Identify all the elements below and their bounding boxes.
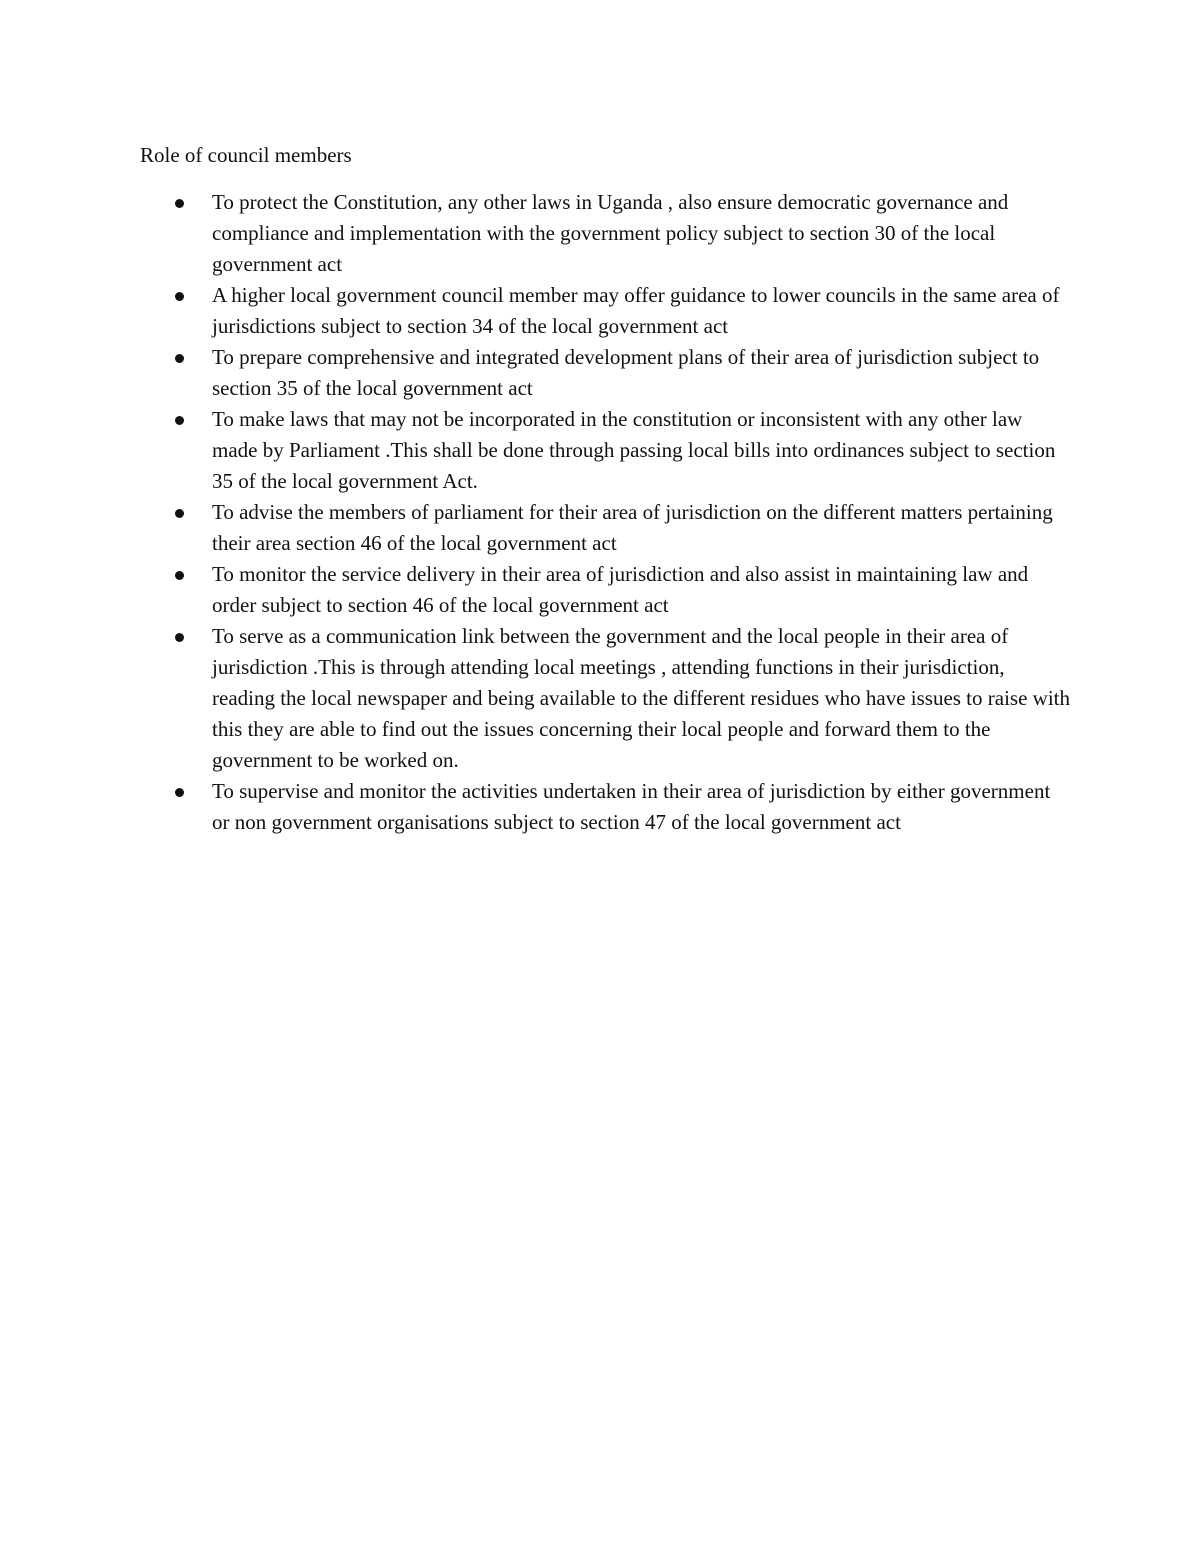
bullet-icon [175, 788, 184, 797]
roles-bullet-list [212, 187, 1072, 838]
list-item-text: To supervise and monitor the activities undertaken in their area of jurisdiction by either government or non government organisations subject to section 47 of the local government act [212, 779, 1051, 834]
bullet-icon [175, 354, 184, 363]
list-item-text: To advise the members of parliament for their area of jurisdiction on the different matters pertaining their area section 46 of the local government act [212, 500, 1053, 555]
bullet-icon [175, 633, 184, 642]
bullet-icon [175, 292, 184, 301]
list-item-text: To monitor the service delivery in their area of jurisdiction and also assist in maintaining law and order subject to section 46 of the local government act [212, 562, 1029, 617]
list-item [212, 621, 1072, 776]
list-item [212, 404, 1072, 497]
bullet-icon [175, 571, 184, 580]
list-item-text: To make laws that may not be incorporated in the constitution or inconsistent with any other law made by Parliament .This shall be done through passing local bills into ordinances subject to section 35 of the local government Act. [212, 407, 1056, 493]
bullet-icon [175, 416, 184, 425]
list-item-text: To protect the Constitution, any other laws in Uganda , also ensure democratic governance and compliance and implementation with the government policy subject to section 30 of the local government act [212, 190, 1009, 276]
list-item [212, 559, 1072, 621]
list-item [212, 497, 1072, 559]
list-item-text: To prepare comprehensive and integrated development plans of their area of jurisdiction subject to section 35 of the local government act [212, 345, 1040, 400]
list-item [212, 280, 1072, 342]
list-item-text: To serve as a communication link between the government and the local people in their area of jurisdiction .This is through attending local meetings , attending functions in their jurisdiction, reading the local newspaper and being available to the different residues who have issues to raise with this they are able to find out the issues concerning their local people and forward them to the government to be worked on. [212, 624, 1070, 772]
bullet-icon [175, 199, 184, 208]
list-item-text: A higher local government council member may offer guidance to lower councils in the same area of jurisdictions subject to section 34 of the local government act [212, 283, 1060, 338]
list-item [212, 187, 1072, 280]
bullet-icon [175, 509, 184, 518]
list-item [212, 342, 1072, 404]
document-title: Role of council members [140, 143, 352, 167]
list-item [212, 776, 1072, 838]
